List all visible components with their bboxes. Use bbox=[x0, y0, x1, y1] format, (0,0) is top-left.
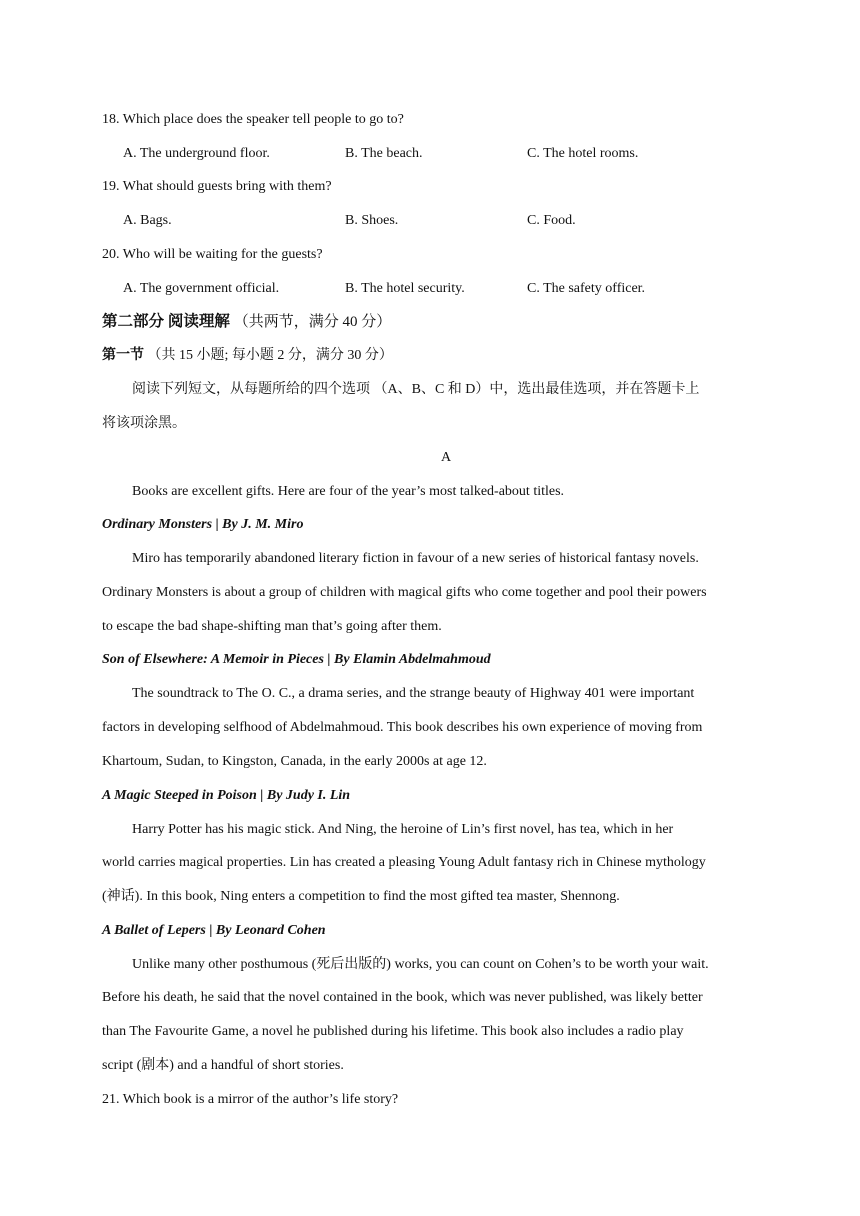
question-19-option-a: A. Bags. bbox=[123, 213, 172, 228]
passage-label: A bbox=[440, 450, 452, 465]
question-20-option-a: A. The government official. bbox=[123, 281, 280, 296]
part-two-note: （共两节，满分 40 分） bbox=[233, 314, 392, 330]
section-one-heading bbox=[102, 346, 393, 366]
book-2-line-2: factors in developing selfhood of Abdelmahmoud. This book describes his own experience of moving from bbox=[102, 720, 703, 735]
question-20-stem: 20. Who will be waiting for the guests? bbox=[102, 247, 323, 262]
section-one-title: 第一节 bbox=[102, 348, 144, 363]
book-3-line-1: Harry Potter has his magic stick. And Ning, the heroine of Lin’s first novel, has tea, which in her bbox=[132, 822, 674, 837]
question-18-option-c: C. The hotel rooms. bbox=[527, 146, 639, 161]
section-one-note: （共 15 小题; 每小题 2 分，满分 30 分） bbox=[147, 348, 393, 363]
question-18-option-a: A. The underground floor. bbox=[123, 146, 270, 161]
question-21-stem: 21. Which book is a mirror of the author’s life story? bbox=[102, 1092, 399, 1107]
instructions-line-2: 将该项涂黑。 bbox=[102, 416, 186, 431]
book-1-line-2: Ordinary Monsters is about a group of children with magical gifts who come together and pool their powers bbox=[102, 585, 707, 600]
instructions-line-1: 阅读下列短文，从每题所给的四个选项 （A、B、C 和 D）中，选出最佳选项，并在答题卡上 bbox=[132, 382, 700, 397]
book-2-line-3: Khartoum, Sudan, to Kingston, Canada, in the early 2000s at age 12. bbox=[102, 754, 487, 769]
question-19-option-c: C. Food. bbox=[527, 213, 576, 228]
book-1-line-1: Miro has temporarily abandoned literary fiction in favour of a new series of historical fantasy novels. bbox=[132, 551, 699, 566]
question-19-stem: 19. What should guests bring with them? bbox=[102, 179, 332, 194]
question-19-option-b: B. Shoes. bbox=[345, 213, 399, 228]
book-1-line-3: to escape the bad shape-shifting man that’s going after them. bbox=[102, 619, 442, 634]
passage-intro: Books are excellent gifts. Here are four of the year’s most talked-about titles. bbox=[132, 484, 565, 499]
book-3-line-2: world carries magical properties. Lin has created a pleasing Young Adult fantasy rich in Chinese mythology bbox=[102, 855, 706, 870]
part-two-title: 第二部分 阅读理解 bbox=[102, 313, 230, 330]
book-4-line-2: Before his death, he said that the novel contained in the book, which was never published, was likely better bbox=[102, 990, 703, 1005]
book-4-line-3: than The Favourite Game, a novel he published during his lifetime. This book also includes a radio play bbox=[102, 1024, 684, 1039]
book-4-title: A Ballet of Lepers | By Leonard Cohen bbox=[102, 923, 326, 938]
book-3-line-3: (神话). In this book, Ning enters a competition to find the most gifted tea master, Shennong. bbox=[102, 889, 620, 904]
question-18-stem: 18. Which place does the speaker tell people to go to? bbox=[102, 112, 404, 127]
part-two-heading bbox=[102, 312, 391, 332]
question-18-option-b: B. The beach. bbox=[345, 146, 423, 161]
question-20-option-b: B. The hotel security. bbox=[345, 281, 465, 296]
book-2-line-1: The soundtrack to The O. C., a drama series, and the strange beauty of Highway 401 were important bbox=[132, 686, 695, 701]
book-2-title: Son of Elsewhere: A Memoir in Pieces | By Elamin Abdelmahmoud bbox=[102, 652, 491, 667]
book-4-line-1: Unlike many other posthumous (死后出版的) works, you can count on Cohen’s to be worth your wait. bbox=[132, 957, 709, 972]
question-20-option-c: C. The safety officer. bbox=[527, 281, 646, 296]
book-1-title: Ordinary Monsters | By J. M. Miro bbox=[102, 517, 304, 532]
book-3-title: A Magic Steeped in Poison | By Judy I. Lin bbox=[102, 788, 351, 803]
book-4-line-4: script (剧本) and a handful of short stories. bbox=[102, 1058, 344, 1073]
